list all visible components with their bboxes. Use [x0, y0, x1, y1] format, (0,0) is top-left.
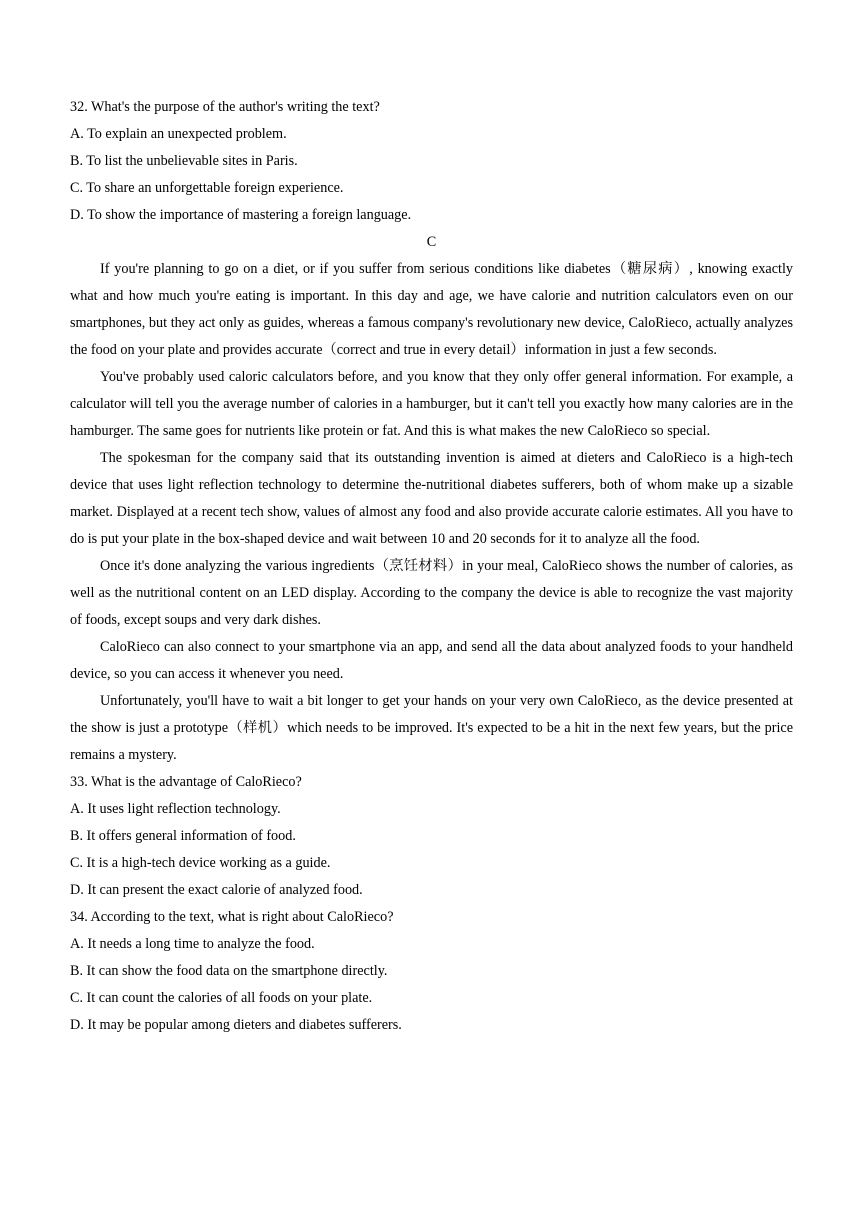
passage-paragraph: The spokesman for the company said that its outstanding invention is aimed at dieters and CaloRieco is a high-tech device that uses light reflection technology to determine the-nutritional diabetes sufferers, both of whom make up a sizable market. Displayed at a recent tech show, values of almost any food and also provide accurate calorie estimates. All you have to do is put your plate in the box-shaped device and wait between 10 and 20 seconds for it to analyze all the food.: [70, 450, 793, 547]
answer-option: A. It needs a long time to analyze the food.: [70, 936, 315, 952]
question-34: [70, 904, 793, 1039]
question-stem: 32. What's the purpose of the author's writing the text?: [70, 99, 380, 115]
answer-option: A. To explain an unexpected problem.: [70, 126, 287, 142]
answer-option: B. It offers general information of food.: [70, 828, 296, 844]
passage-paragraph: You've probably used caloric calculators before, and you know that they only offer general information. For example, a calculator will tell you the average number of calories in a hamburger, but it can't tell you exactly how many calories are in the hamburger. The same goes for nutrients like protein or fat. And this is what makes the new CaloRieco so special.: [70, 369, 793, 439]
answer-option: D. It can present the exact calorie of analyzed food.: [70, 882, 363, 898]
answer-option: C. It can count the calories of all foods on your plate.: [70, 990, 373, 1006]
answer-option: C. It is a high-tech device working as a guide.: [70, 855, 331, 871]
question-32: [70, 94, 793, 229]
passage-paragraph: CaloRieco can also connect to your smartphone via an app, and send all the data about analyzed foods to your handheld device, so you can access it whenever you need.: [70, 639, 793, 682]
passage-paragraph: Unfortunately, you'll have to wait a bit longer to get your hands on your very own CaloRieco, as the device presented at the show is just a prototype（样机）which needs to be improved. It's expected to be a hit in the next few years, but the price remains a mystery.: [70, 693, 793, 763]
question-stem: 34. According to the text, what is right about CaloRieco?: [70, 909, 394, 925]
passage-paragraph: If you're planning to go on a diet, or if you suffer from serious conditions like diabetes（糖尿病）, knowing exactly what and how much you're eating is important. In this day and age, we have calorie and nutrition calculators even on our smartphones, but they act only as guides, whereas a famous company's revolutionary new device, CaloRieco, actually analyzes the food on your plate and provides accurate（correct and true in every detail）information in just a few seconds.: [70, 261, 793, 358]
answer-option: D. It may be popular among dieters and diabetes sufferers.: [70, 1017, 402, 1033]
answer-option: A. It uses light reflection technology.: [70, 801, 281, 817]
question-33: [70, 769, 793, 904]
answer-option: C. To share an unforgettable foreign experience.: [70, 180, 344, 196]
question-stem: 33. What is the advantage of CaloRieco?: [70, 774, 302, 790]
reading-passage: [70, 256, 793, 769]
answer-option: B. It can show the food data on the smartphone directly.: [70, 963, 388, 979]
answer-option: B. To list the unbelievable sites in Paris.: [70, 153, 298, 169]
answer-option: D. To show the importance of mastering a foreign language.: [70, 207, 412, 223]
passage-paragraph: Once it's done analyzing the various ingredients（烹饪材料）in your meal, CaloRieco shows the number of calories, as well as the nutritional content on an LED display. According to the company the device is able to recognize the vast majority of foods, except soups and very dark dishes.: [70, 558, 793, 628]
section-heading: C: [426, 234, 437, 250]
document-page: [70, 94, 793, 1039]
